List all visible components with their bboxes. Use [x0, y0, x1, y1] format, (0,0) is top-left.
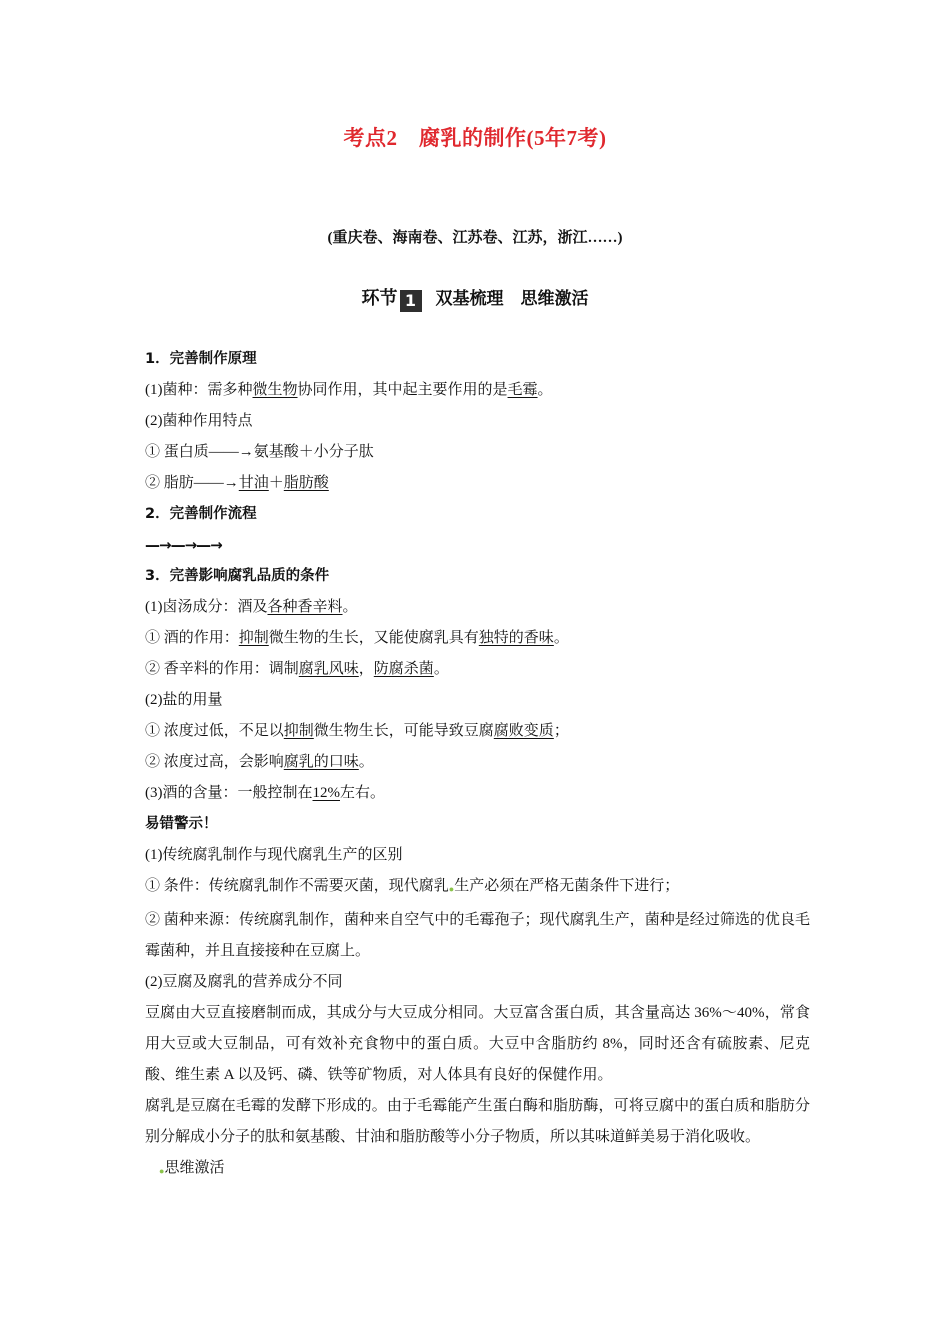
marker-dot-icon: ●: [448, 884, 455, 894]
salt-low-line: ① 浓度过低，不足以抑制微生物生长，可能导致豆腐腐败变质；: [145, 723, 569, 739]
salt-high-line: ② 浓度过高，会影响腐乳的口味。: [145, 754, 374, 770]
warning-heading: 易错警示！: [145, 816, 218, 832]
spice-role-line: ② 香辛料的作用：调制腐乳风味，防腐杀菌。: [145, 661, 449, 677]
wine-content-line: (3)酒的含量：一般控制在12%左右。: [145, 785, 386, 801]
page-title: 考点2 腐乳的制作(5年7考): [343, 126, 607, 150]
fat-line: ② 脂肪——→甘油＋脂肪酸: [145, 475, 329, 491]
blank-microbe: 微生物: [252, 382, 298, 398]
furu-paragraph: 腐乳是豆腐在毛霉的发酵下形成的。由于毛霉能产生蛋白酶和脂肪酶，可将豆腐中的蛋白质和脂肪分别分解成小分子的肽和氨基酸、甘油和脂肪酸等小分子物质，所以其味道鲜美易于消化吸收。: [145, 1098, 810, 1145]
section-label: 环节: [361, 288, 398, 309]
process-flow: —→—→—→: [145, 536, 222, 554]
heading-conditions: 3．完善影响腐乳品质的条件: [145, 568, 330, 584]
strain-feature: (2)菌种作用特点: [145, 413, 253, 429]
warning-item-2: (2)豆腐及腐乳的营养成分不同: [145, 974, 343, 990]
warning-strain-source: ② 菌种来源：传统腐乳制作，菌种来自空气中的毛霉孢子；现代腐乳生产，菌种是经过筛选的优良毛霉菌种，并且直接接种在豆腐上。: [145, 912, 810, 959]
exam-sources: (重庆卷、海南卷、江苏卷、江苏，浙江……): [327, 230, 623, 246]
brine-line: (1)卤汤成分：酒及各种香辛料。: [145, 599, 358, 615]
warning-condition: ① 条件：传统腐乳制作不需要灭菌，现代腐乳●生产必须在严格无菌条件下进行；: [145, 878, 680, 894]
main-content: [145, 344, 810, 1187]
section-number: 1: [400, 290, 422, 312]
section-title: 双基梳理 思维激活: [435, 289, 589, 309]
protein-line: ① 蛋白质——→氨基酸＋小分子肽: [145, 444, 374, 460]
blank-mucor: 毛霉: [507, 382, 538, 398]
blank-fatty-acid: 脂肪酸: [283, 475, 329, 491]
tofu-paragraph: 豆腐由大豆直接磨制而成，其成分与大豆成分相同。大豆富含蛋白质，其含量高达 36%～40%，常食用大豆或大豆制品，可有效补充食物中的蛋白质。大豆中含脂肪约 8%，同时还含有硫胺素、尼克酸、维生素 A 以及钙、磷、铁等矿物质，对人体具有良好的保健作用。: [145, 1005, 810, 1083]
strain-line: (1)菌种：需多种微生物协同作用，其中起主要作用的是毛霉。: [145, 382, 553, 398]
warning-item-1: (1)传统腐乳制作与现代腐乳生产的区别: [145, 847, 403, 863]
section-heading: [0, 284, 950, 312]
heading-principle: 1．完善制作原理: [145, 351, 257, 367]
thinking-activation: ●思维激活: [159, 1160, 225, 1176]
wine-role-line: ① 酒的作用：抑制微生物的生长，又能使腐乳具有独特的香味。: [145, 630, 569, 646]
heading-process: 2．完善制作流程: [145, 506, 257, 522]
blank-glycerol: 甘油: [238, 475, 269, 491]
marker-dot-icon: ●: [159, 1166, 165, 1176]
salt-heading: (2)盐的用量: [145, 692, 223, 708]
